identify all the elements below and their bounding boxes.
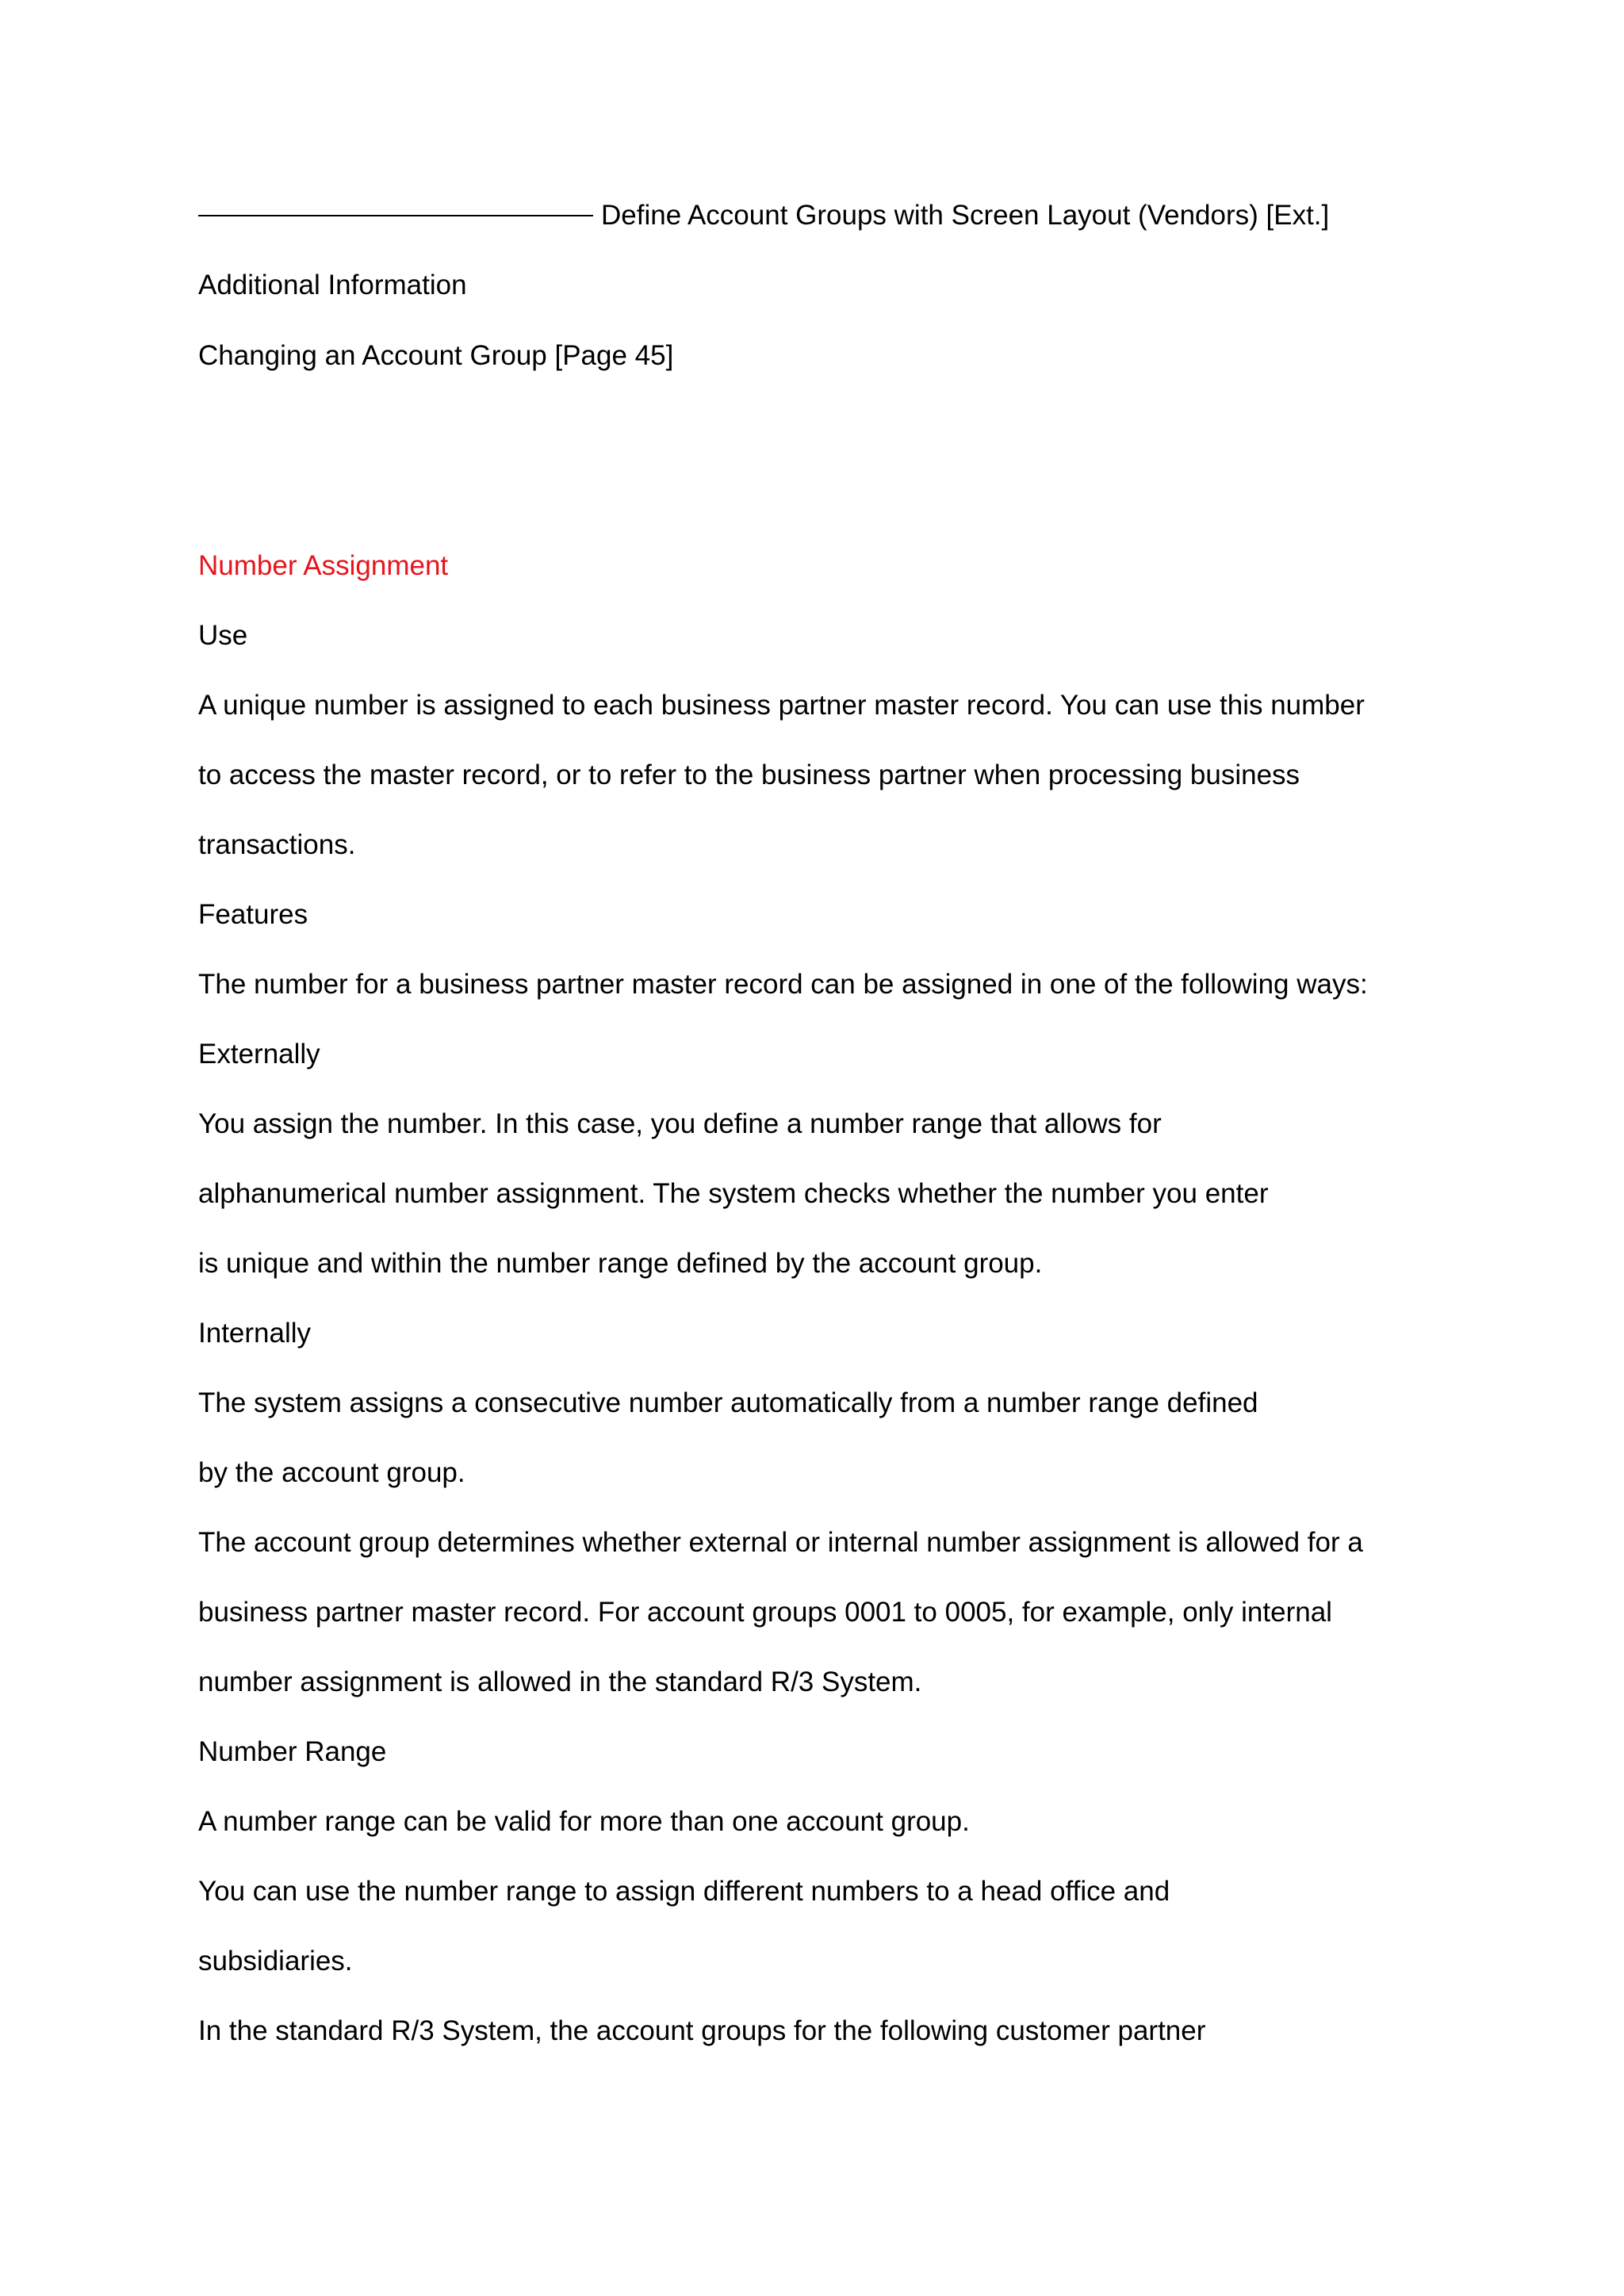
- number-range-paragraph-line: You can use the number range to assign different numbers to a head office and: [198, 1876, 1170, 1907]
- use-label: Use: [198, 620, 248, 651]
- internally-label: Internally: [198, 1318, 312, 1349]
- section-title: Number Assignment: [198, 550, 449, 581]
- additional-information-heading: Additional Information: [198, 270, 467, 300]
- number-range-paragraph-line: In the standard R/3 System, the account groups for the following customer partner: [198, 2015, 1206, 2046]
- number-range-paragraph-line: A number range can be valid for more than one account group.: [198, 1806, 970, 1837]
- account-group-paragraph-line: The account group determines whether external or internal number assignment is allowed for a: [198, 1527, 1363, 1558]
- features-label: Features: [198, 899, 308, 930]
- header-link-line[interactable]: [198, 198, 1329, 233]
- header-rule: [198, 215, 593, 216]
- externally-paragraph-line: alphanumerical number assignment. The system checks whether the number you enter: [198, 1178, 1269, 1209]
- use-paragraph-line: A unique number is assigned to each business partner master record. You can use this number: [198, 690, 1365, 721]
- number-range-paragraph-line: subsidiaries.: [198, 1946, 353, 1976]
- header-link[interactable]: Define Account Groups with Screen Layout (Vendors) [Ext.]: [601, 200, 1330, 231]
- account-group-paragraph-line: business partner master record. For account groups 0001 to 0005, for example, only internal: [198, 1597, 1332, 1628]
- externally-paragraph-line: You assign the number. In this case, you define a number range that allows for: [198, 1108, 1162, 1139]
- internally-paragraph-line: The system assigns a consecutive number automatically from a number range defined: [198, 1387, 1258, 1418]
- features-paragraph-line: The number for a business partner master record can be assigned in one of the following ways:: [198, 969, 1368, 1000]
- use-paragraph-line: transactions.: [198, 829, 356, 860]
- use-paragraph-line: to access the master record, or to refer to the business partner when processing business: [198, 760, 1300, 790]
- externally-paragraph-line: is unique and within the number range defined by the account group.: [198, 1248, 1043, 1279]
- externally-label: Externally: [198, 1039, 320, 1070]
- number-range-label: Number Range: [198, 1736, 387, 1767]
- internally-paragraph-line: by the account group.: [198, 1457, 465, 1488]
- changing-account-group-link[interactable]: Changing an Account Group [Page 45]: [198, 340, 674, 371]
- account-group-paragraph-line: number assignment is allowed in the standard R/3 System.: [198, 1667, 922, 1697]
